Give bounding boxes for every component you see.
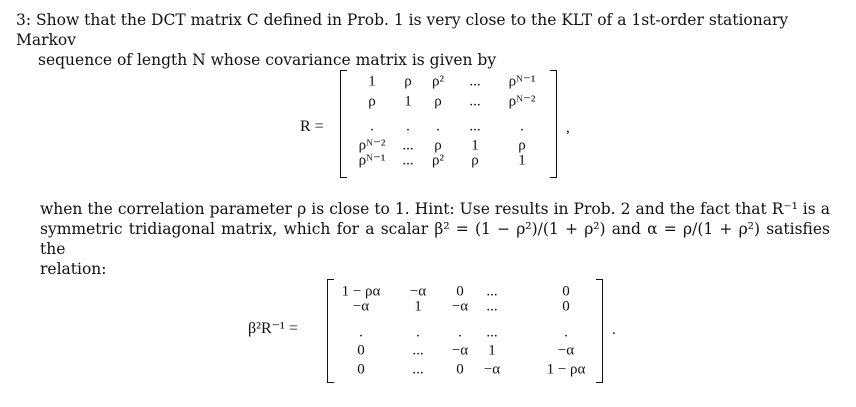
matrix-cell: ... (486, 298, 498, 315)
matrix-b-right-bracket (596, 279, 603, 383)
matrix-cell: 0 (456, 283, 464, 300)
matrix-cell: ρᴺ⁻² (358, 137, 386, 154)
matrix-cell: 0 (562, 298, 570, 315)
matrix-cell: 1 (368, 73, 376, 90)
matrix-cell: 1 (414, 298, 422, 315)
matrix-cell: . (406, 118, 410, 135)
matrix-cell: ... (412, 361, 424, 378)
matrix-cell: −α (483, 361, 501, 378)
matrix-cell: 1 − ρα (341, 283, 381, 300)
matrix-cell: 1 (488, 342, 496, 359)
matrix-cell: ... (469, 93, 481, 110)
matrix-cell: ρᴺ⁻² (508, 93, 536, 110)
hint-line-1: when the correlation parameter ρ is close to 1. Hint: Use results in Prob. 2 and the fact that R⁻¹ is a (40, 200, 830, 218)
matrix-b-lhs: β²R⁻¹ = (248, 320, 298, 337)
matrix-cell: 1 (518, 152, 526, 169)
hint-paragraph (40, 199, 830, 279)
matrix-cell: 0 (357, 342, 365, 359)
matrix-cell: −α (451, 342, 469, 359)
matrix-cell: ... (486, 324, 498, 341)
matrix-cell: ρ (434, 93, 442, 110)
matrix-cell: . (416, 324, 420, 341)
matrix-cell: −α (557, 342, 575, 359)
problem-line-1: 3: Show that the DCT matrix C defined in Prob. 1 is very close to the KLT of a 1st-order stationary Markov (16, 11, 789, 49)
matrix-cell: 0 (456, 361, 464, 378)
matrix-cell: −α (409, 283, 427, 300)
hint-line-3: relation: (40, 260, 107, 278)
matrix-r-lhs: R = (300, 118, 324, 135)
matrix-cell: −α (352, 298, 370, 315)
matrix-b-trailing-period: . (612, 322, 616, 338)
hint-line-2: symmetric tridiagonal matrix, which for a scalar β² = (1 − ρ²)/(1 + ρ²) and α = ρ/(1 + ρ²) satisfies the (40, 220, 830, 258)
matrix-cell: 1 − ρα (546, 361, 586, 378)
matrix-r-right-bracket (550, 70, 557, 178)
matrix-cell: 1 (471, 137, 479, 154)
matrix-cell: ρ (368, 93, 376, 110)
matrix-cell: ρ² (432, 73, 444, 90)
matrix-cell: ρ (518, 137, 526, 154)
matrix-cell: . (436, 118, 440, 135)
matrix-cell: . (564, 324, 568, 341)
matrix-cell: ... (402, 152, 414, 169)
matrix-cell: ρ² (432, 152, 444, 169)
matrix-cell: ρᴺ⁻¹ (358, 152, 386, 169)
matrix-cell: ... (486, 283, 498, 300)
matrix-cell: . (359, 324, 363, 341)
matrix-cell: ... (402, 137, 414, 154)
matrix-cell: ... (469, 118, 481, 135)
matrix-cell: ρᴺ⁻¹ (508, 73, 536, 90)
matrix-cell: 0 (357, 361, 365, 378)
matrix-cell: . (458, 324, 462, 341)
matrix-r-trailing-comma: , (566, 120, 570, 136)
matrix-cell: ... (469, 73, 481, 90)
matrix-cell: 1 (404, 93, 412, 110)
matrix-r-left-bracket (340, 70, 347, 178)
matrix-cell: 0 (562, 283, 570, 300)
matrix-cell: −α (451, 298, 469, 315)
matrix-cell: ρ (434, 137, 442, 154)
problem-line-2: sequence of length N whose covariance matrix is given by (38, 51, 497, 69)
matrix-cell: ... (412, 342, 424, 359)
problem-statement (16, 10, 836, 70)
matrix-b-left-bracket (327, 279, 334, 383)
matrix-cell: . (370, 118, 374, 135)
matrix-cell: ρ (471, 152, 479, 169)
matrix-cell: ρ (404, 73, 412, 90)
matrix-cell: . (520, 118, 524, 135)
